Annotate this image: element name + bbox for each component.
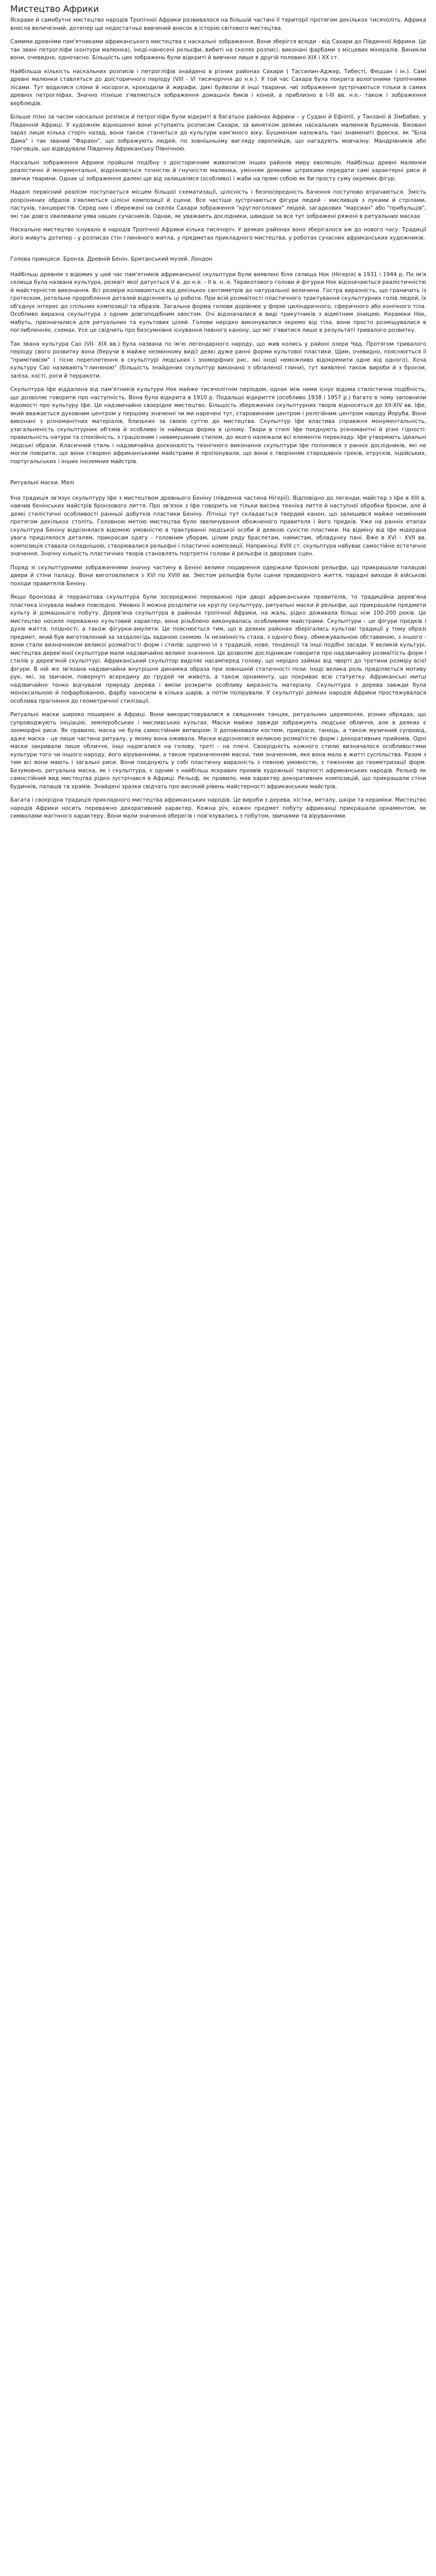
paragraph: Найбільша кількість наскальних розписів і петрогліфів знайдено в різних районах Сахари ( Тассилин-Аджер, Тибесті, Феццан і ін.). Самі древні малюнки ставляться до доісторичного періоду (VIII - VI тисячоріччя до н.е.). У той час Сахара була покрита вологоними тропічними лісами. Тут водилися слони й носороги, крокодили й жирафи, дикі буйволи й інші тварини, чиї зображення зустрічаються тільки в самих древніх петрогліфах. Значно пізніше з'являються зображення домашніх биків і коней, а приблизно в I-III вв. н.е.- також і зображення верблюдів. xyxy=(10,68,426,107)
paragraph: Ритуальні маски широко поширені в Африці. Вони використовувалися в священних танцях, ритуальних церемоніях, різних обрядах, що супроводжують ініціацію, землеробських і мисливських культах. Маски майже завжди зображують людське обличчя, але в деяких є зооморфні риси. Як правило, маска не була самостійним витвором: її доповнювали костюм, прикраси, танець, а також музичний супровід, адже маска - це лише частина ритуалу, у якому вона оживала. Маски відрізнялися великою розмаїтістю форм і декоративних прийомів. Одні маски закривали лише обличчя, інші надягалися на голову, треті - на плечі. Своєрідність кожного стилю визначалося особливостями культури того чи іншого народу, його віруваннями, а також призначенням маски, тим значенням, яке вона мала в житті суспільства. Разом з тим всі вони мають і загальні риси. Вони поєднують у собі пластичну виразність з певною умовністю, з тяжінням до геометризації форм. Безумовно, ритуальна маска, як і скульптура, є одним з найбільш яскравих проявів художньої творчості африканських народів. Рельєф як самостійний вид мистецтва рідко зустрічався в Африці. Рельєф, як правило, мав характер декоративних композицій, що прикрашали стіни будинків, палаців та храмів. Знайдені зразки свідчать про високий рівень майстерності африканських майстрів. xyxy=(10,711,426,790)
image-caption: Голова принцеси. Бронза. Древній Бенін. Британський музей. Лондон xyxy=(10,256,213,262)
image-caption: Ритуальні маски. Малі xyxy=(10,480,75,486)
document-title: Мистецтво Африки xyxy=(10,4,99,14)
paragraph: Уна традиція зв'язує скульптуру Іфе з мистецтвом древнього Беніну (південна частина Нігерії). Відповідно до легенди, майстер з Іфе в XIII в. навчив бенінських майстрів бронзового лиття. Про зв'язок з Іфе говорить не тільки висока техніка лиття й наступної обробки бронзи, але й деякі стилістичні особливості ранньої добутків пластики Беніну. Літніші тут складається твердий канон, що залишився майже незмінним протягом декількох століть. Головною метою мистецтва було звеличування обожненого правителя і його предків. Уже на ранніх етапах скульптура Беніну відрізнялася відомою умовністю в трактуванні людської особи й деякою сухістю пластики. На відміну від Іфе мідердна увага приділялося деталям, прикрасам одягу - головним уборам, цілим ряду браслетам, намистам, обладунку пані. Вже в XVI - XVII вв. композиція ставала складнішою, створювалися рельєфні і пластичні композиції. Наприкінці XVIII ст. скульптура набуває самостійне естетичне значення. Значну кількість пластичних творів становлять портретні голови й рельєфи із дворових сцен. xyxy=(10,495,426,557)
paragraph: Наскальні зображення Африки пройшли подібну з доісторичним живописом інших районів миру еволюцію. Найбільш древні малюнки реалістичні й монументальні, відрізняються точністю й гнучкістю малюнка, умінням деякими штрихами передати самі характерні риси й звички тварини. Однак ці зображення далекі ще від залишалися (особливо) і жаби на прямі собою як би просту суму окремих фігур. xyxy=(10,159,426,182)
paragraph: Якщо бронзова й терракотова скульптура були зосереджені переважно при дворі африканських правителів, то традиційна дерев'яна пластика існувала майже повсюдно. Умовно її можна розділити на круглу скульптуру, ритуальні маски й рельєфи, що прикрашали предмети культу й домашнього побуту. Дерев'яна скульптура в районах тропічної Африки, на жаль, рідко доживала більш ніж 100-200 років. Це мистецтво носило переважно культовий характер, вона різьблено виконувалась особливими майстрами. Скульптури - це фігури предків і духів життя, плідності, а також фігурки-амулети. Це пояснюється тим, що в деяких районах зберігались культові традиції у тому образі предмет, який був виготовлений за заздалегідь заданою схемою. Їх незмінність стала, з одного боку, обмежувальною обставиною, з іншого - вони стали визначником великої розмаїтості форм і стилів: щорічно іл з традицій, нове, тенденції та інші подібні засади. У великій культурі, мистецтва дерев'яної скульптури мали надзвичайно велике значення. Це дозволяє дослідникам говорити про надзвичайну розмаїтість форм і стилів у дерев'яній скульптурі. Африканський скульптор виділяє насамперед голову, що нерідко займає від чверті до третини розміру всієї фігури. В ній же зв'язана надзвичайна внутрішня динаміка образа при зовнішній статичності пози. Іноді велика роль приділяється мотиву рук, які, за звичаєм, повернуті всередину до грудей чи живота, а також орнаменту, що покриває всю статуетку. Африканські митці надзвичайно тонко відчували природу дерева і вміли розкрити особливу виразність матеріалу. Скульптура з дерева завжди була моноксильною й пофарбованою, фарбу наносили в кілька шарів, а потім полірували. У скульптурі деяких народів Африки простежувалася особлива прагнення до геометричної стилізації. xyxy=(10,594,426,704)
paragraph: Найбільш древнім з відомих у цей час пам'ятників африканської скульптури були виявлені біля селища Нок (Нігерія) в 1931 і 1944 р. По ім'я селища була названа культура, розквіт якої датується V в. до н.е. - II в. н. е. Теракотового голови й фігурки Нок відзначаються реалістичністю й майстерністю виконання. Всі розміри коливаються від декількох сантиметрів до натуральної величини. Гостра виразність, що граничить із гротеском, ретельне пророблення деталей відрізняють ці роботи. При всій розмаїтості пластичного трактування скульптурних голів людей, їх об'єднує інтерес до спільних композиції та образів. Загальна форма голови дорівнює у формі циліндричного, сферичного або конічного тіла. Особливо виразна скульптура з одним довгоподібним хвостом. Очі відзначалися в виді трикутників з відмітним зіницею. Кераміки Нок, мабуть, призначалися для ритуальних та культових цілей. Голови нерідко виконувалися окремо від тіла, вони просто розміщувалися в поглибленнях, схемах. Усе це свідчить про безсумнівне існування певного канону, що міг з'явитися лише в результаті тривалого розвитку. xyxy=(10,271,426,333)
document-page xyxy=(10,4,426,826)
paragraph: Наскальне мистецтво існувало в народів Тропічної Африки кілька тисячоріч. У деяких районах воно зберігалося аж до нового часу. Традиції його живуть дотепер - у розписах стін глиняного житла, у предметах прикладного мистецтва, у роботах сучасних африканських художників. xyxy=(10,227,426,241)
paragraph: Багата і своєрідна традиція прикладного мистецтва африканських народів. Це вироби з дерева, кістки, металу, шкіри та кераміки. Мистецтво народів Африки носить переважно декоративний характер. Кожна річ, кожен предмет побуту африканці прикрашали орнаментом, як символами магічного характеру. Вони мали значення оберегів і пов'язувались з побутом, звичаями та віруваннями. xyxy=(10,797,426,819)
paragraph: Надалі первісний реалізм поступається місцем більшої схематизації, цілісність і безпосередність бачення поступово втрачаються. Змість розрізнених образів з'являються цілісні композиції й сцени. Все частіше зустрічаються фігури людей - мисливців з луками й стрілами, пастухів, танцюристів. Серед них і збережені на скелях Сахари зображення "круглоголових" людей, загадкових "марсиан" або "прибульців", які так довго хвилювали уява наших сучасників. Однак, як уважають дослідники, швидше за все тут зображені ряжені в ритуальних масках xyxy=(10,189,426,219)
paragraph: Яскраве й самобутнє мистецтво народів Тропічної Африки розвивалося на більшій частині її території протягом декількох тисячоліть. Африка внесла величезний, дотепер ще недостатньо вивчений внесок в історію світового мистецтва. xyxy=(10,17,426,31)
paragraph: Так звана культура Сао (VII- XIX вв.) була названа по ім'ю легендарного народу, що жив колись у районі озера Чад. Протягом тривалого періоду свого розвитку вона (беручи в майже незмінному виді) деякі дуже ранні форми культової пластики. Щим, очевидно, пояснюється її "примітивізм" ( тісне переплетення в скульптурі людських і зооморфних рис, які іноді неможливо відокремити одне від одного). Хоча культуру Сао називають"глиняною" (більшість знайдених скульптур виконано з обпаленої глини), тут виявлені також вироби й з бронзи, заліза, кості, роги й терракоти. xyxy=(10,341,426,379)
paragraph: Поряд зі скульптурними зображеннями значну частину в Беніні велике поширення одержали бронзові рельєфи, що прикрашали палацові двери й стіни палацу. Вони виготовлялися з XVI по XVIII вв. Змістом рельєфів були сцени придворного життя, парадні виходи й військові походи правителів Беніну. xyxy=(10,564,426,587)
paragraph: Самими древніми пам'ятниками африканського мистецтва є наскальні зображення. Вони зберігся всюди - від Сахари до Південної Африки. Це так звані петрогліфи (контури малюнка), іноді-нанесені рельєфи, вибиті на скелях розписі, виконані фарбами з місцевих мінералів. Виникли вони, очевидно, одночасно. Більшість цих зображень були відкриті й вивчене лише в другій половині XIX і XX ст. xyxy=(10,39,426,61)
paragraph: Більше пізні за часом наскальні розписи й петрогліфи були відкриті в багатьох районах Африки – у Судані й Ефіопії, у Танзанії й Зімбабве, у Південній Африці. У художнім відношенні вони уступають розписам Сахари, за винятком деяких наскальних малюнків бушменів. Віковані зараз лише кілька сторіч назад, вони також станються до культури кам'яного віку. Бушменам належать такі знамениті фрески, як "Біла Дама" і так званий "Фараон", що зображують людей, по зовнішньому вигляду європейців, що нагадують мовчазну. Мандрівників або торговців, що відвідували Південну Африканську Північною. xyxy=(10,114,426,152)
paragraph: Скульптура Іфе віддалена від пам'ятників культури Нок майже тисячолітнім періодом, однак між ними існує відома стилістична подібність, що дозволяє говорити про наступність. Вона була відкрита в 1910 р. Подальші відкриття (особливо 1938 і 1957 р.) багато в чому заповнили відомості про культуру Іфе. Це надзвичайно своєрідне мистецтво. Більшість збережених скульптурних творів відносяться до XII-XIV вв. Іфе, який вважається духовним центром у першому значенні чи ми наречені тут, старовинним центром і релігійним центром народу Йоруба. Вони виконані з різноманітних матеріалів, близьких за своєю суттю до мистецтва. Скульптур Іфе властива справжня монументальність, узагальненість скульптурних об'ємів й особливо їх найвища форма в цілому. Твори в стилі Іфе поєднують різноманітні й різні гідності: правильність натури та спокійність, з граціозним і невимушеним стилем, до якого належали всі елементи перекладу. Іфе утворюють ідеальні людські образи. Класичний стиль і надзвичайна досконалість технічного виконання скульптури Іфе полонявся з ранніх дослідників, які не могли повірити, що вони створені африканськими майстрами й пропонували, що вони є творінням стародавніх греків, етрусків, індійських, португальських і інших іноземних майстрів. xyxy=(10,386,426,465)
